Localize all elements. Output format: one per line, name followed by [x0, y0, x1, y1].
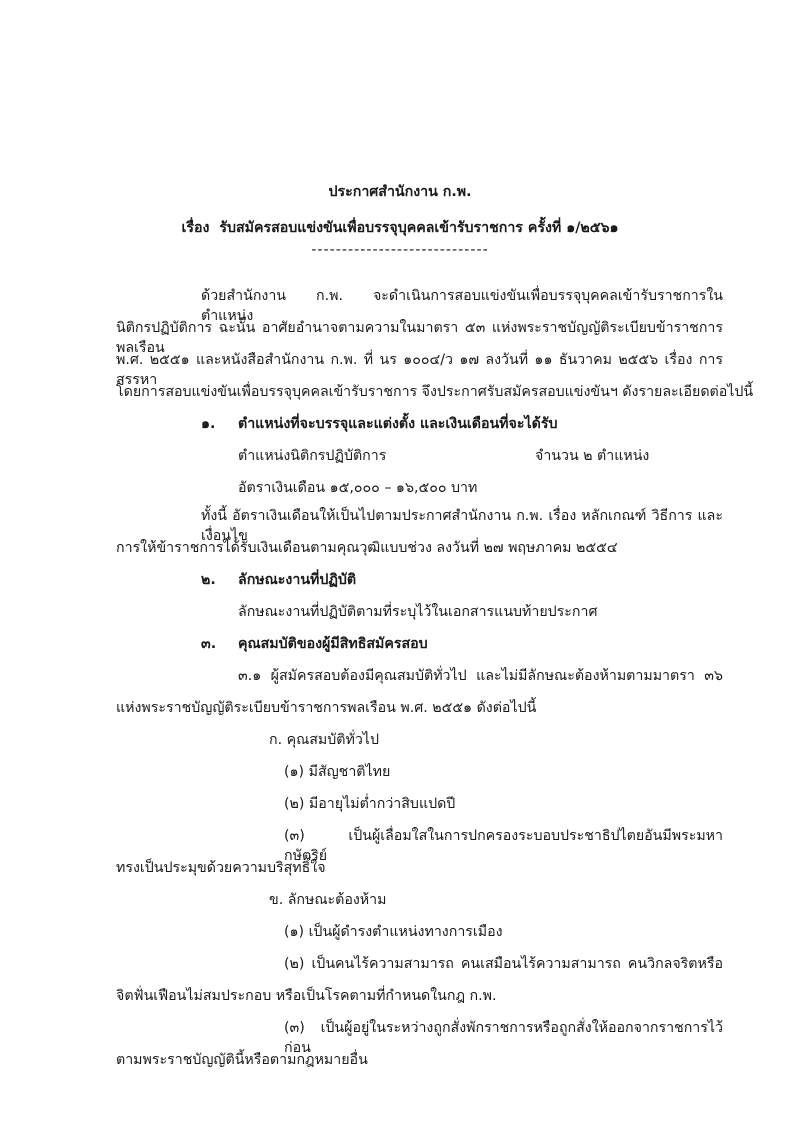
document-title: ประกาศสำนักงาน ก.พ.	[328, 184, 472, 200]
section-2-text: ลักษณะงานที่ปฏิบัติตามที่ระบุไว้ในเอกสารแนบท้ายประกาศ	[238, 604, 598, 620]
section-1-heading: ตำแหน่งที่จะบรรจุและแต่งตั้ง และเงินเดือนที่จะได้รับ	[238, 416, 558, 432]
intro-line-3: พ.ศ. ๒๕๕๑ และหนังสือสำนักงาน ก.พ. ที่ นร ๑๐๐๔/ว ๑๗ ลงวันที่ ๑๑ ธันวาคม ๒๕๕๖ เรื่อง การสรรหา	[116, 352, 723, 388]
general-item-3-line-1: (๓) เป็นผู้เลื่อมใสในการปกครองระบอบประชาธิปไตยอันมีพระมหากษัตริย์	[284, 828, 723, 864]
section-2-heading: ลักษณะงานที่ปฏิบัติ	[238, 572, 357, 588]
salary-note-line-2: การให้ข้าราชการได้รับเงินเดือนตามคุณวุฒิแบบช่วง ลงวันที่ ๒๗ พฤษภาคม ๒๕๕๔	[116, 540, 618, 556]
clause-3-1-line-2: แห่งพระราชบัญญัติระเบียบข้าราชการพลเรือน พ.ศ. ๒๕๕๑ ดังต่อไปนี้	[116, 700, 537, 716]
prohibited-label: ข. ลักษณะต้องห้าม	[269, 892, 387, 908]
prohibited-item-3-line-2: ตามพระราชบัญญัตินี้หรือตามกฎหมายอื่น	[116, 1052, 368, 1068]
section-3-number: ๓.	[201, 636, 217, 652]
prohibited-item-2-line-2: จิตฟั่นเฟือนไม่สมประกอบ หรือเป็นโรคตามที่กำหนดในกฎ ก.พ.	[116, 988, 497, 1004]
position-name: ตำแหน่งนิติกรปฏิบัติการ	[238, 448, 387, 464]
prohibited-item-1: (๑) เป็นผู้ดำรงตำแหน่งทางการเมือง	[284, 924, 503, 940]
general-item-3-line-2: ทรงเป็นประมุขด้วยความบริสุทธิ์ใจ	[116, 860, 326, 876]
section-1-number: ๑.	[201, 416, 216, 432]
general-qualifications-label: ก. คุณสมบัติทั่วไป	[269, 732, 379, 748]
document-subject	[0, 218, 800, 238]
general-item-2: (๒) มีอายุไม่ต่ำกว่าสิบแปดปี	[284, 796, 456, 812]
clause-3-1-line-1: ๓.๑ ผู้สมัครสอบต้องมีคุณสมบัติทั่วไป และไม่มีลักษณะต้องห้ามตามมาตรา ๓๖	[238, 668, 723, 684]
intro-line-2: นิติกรปฏิบัติการ ฉะนั้น อาศัยอำนาจตามความในมาตรา ๕๓ แห่งพระราชบัญญัติระเบียบข้าราชการพลเรือน	[116, 320, 723, 356]
salary-range: อัตราเงินเดือน ๑๕,๐๐๐ – ๑๖,๕๐๐ บาท	[238, 480, 478, 496]
salary-note-line-1: ทั้งนี้ อัตราเงินเดือนให้เป็นไปตามประกาศสำนักงาน ก.พ. เรื่อง หลักเกณฑ์ วิธีการ และเงื่อนไข	[201, 508, 723, 544]
section-2-number: ๒.	[201, 572, 216, 588]
intro-line-1: ด้วยสำนักงาน ก.พ. จะดำเนินการสอบแข่งขันเพื่อบรรจุบุคคลเข้ารับราชการในตำแหน่ง	[201, 288, 723, 324]
section-3-heading: คุณสมบัติของผู้มีสิทธิสมัครสอบ	[238, 636, 428, 652]
intro-line-4: โดยการสอบแข่งขันเพื่อบรรจุบุคคลเข้ารับราชการ จึงประกาศรับสมัครสอบแข่งขันฯ ดังรายละเอียดต่อไปนี้	[116, 384, 754, 400]
prohibited-item-2-line-1: (๒) เป็นคนไร้ความสามารถ คนเสมือนไร้ความสามารถ คนวิกลจริตหรือ	[284, 956, 723, 972]
general-item-1: (๑) มีสัญชาติไทย	[284, 764, 391, 780]
prohibited-item-3-line-1: (๓) เป็นผู้อยู่ในระหว่างถูกสั่งพักราชการหรือถูกสั่งให้ออกจากราชการไว้ก่อน	[284, 1020, 723, 1056]
title-divider: -----------------------------	[311, 242, 489, 258]
subject-text: รับสมัครสอบแข่งขันเพื่อบรรจุบุคคลเข้ารับราชการ ครั้งที่ ๑/๒๕๖๑	[219, 220, 619, 236]
subject-prefix: เรื่อง	[181, 220, 210, 236]
position-count: จำนวน ๒ ตำแหน่ง	[535, 448, 650, 464]
